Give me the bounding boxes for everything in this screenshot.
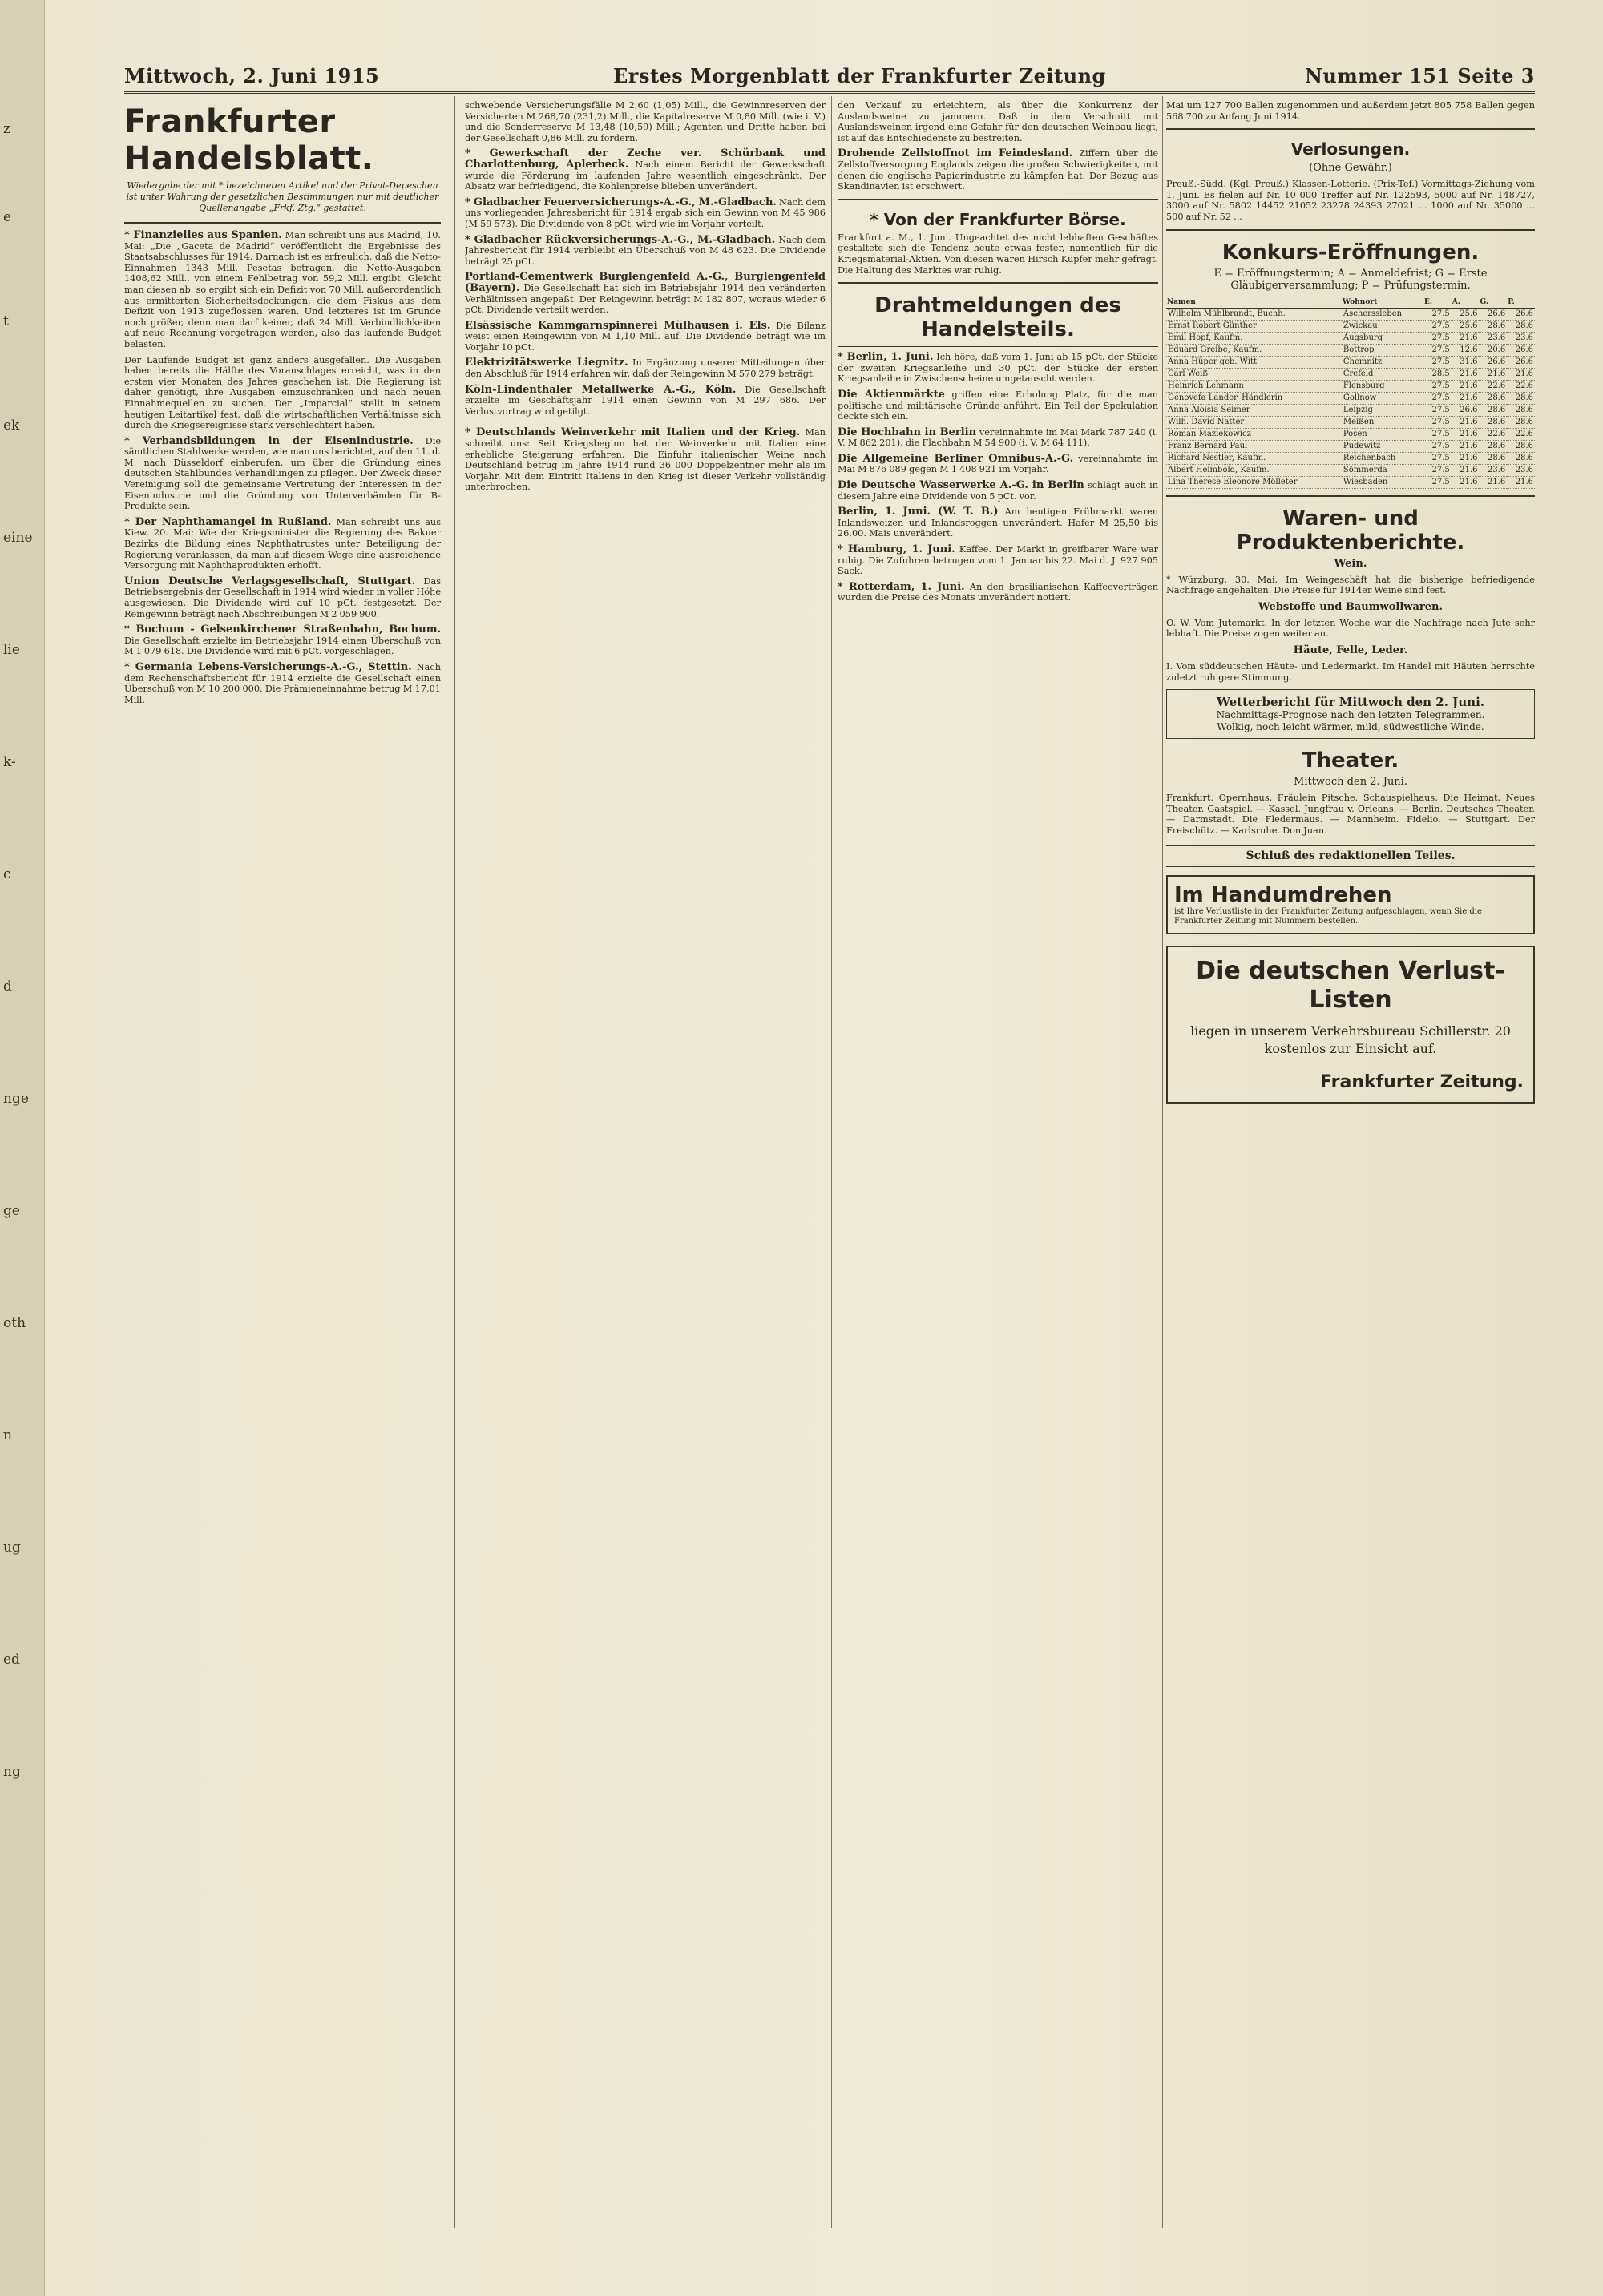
article-body: Am heutigen Frühmarkt waren Inlandsweizen und Inlandsroggen unverändert. Hafer M 25,50 bis 26,00. Mais unverändert. bbox=[838, 506, 1158, 539]
table-cell: 28.6 bbox=[1507, 392, 1535, 404]
gutter-text: nge bbox=[3, 1091, 29, 1107]
article bbox=[465, 100, 826, 143]
article-body: Nach einem Bericht der Gewerkschaft wurde die Förderung im laufenden Jahre wesentlich eingeschränkt. Der Absatz war befriedigend, die Kohlenpreise blieben unverändert. bbox=[465, 159, 826, 192]
table-cell: 28.6 bbox=[1479, 320, 1507, 332]
table-cell: Chemnitz bbox=[1342, 356, 1423, 368]
table-cell: 28.6 bbox=[1507, 320, 1535, 332]
gutter-text: t bbox=[3, 313, 9, 329]
table-header: Wohnort bbox=[1342, 297, 1423, 309]
table-cell: 23.6 bbox=[1479, 464, 1507, 476]
table-cell: Augsburg bbox=[1342, 332, 1423, 344]
article-body: * Würzburg, 30. Mai. Im Weingeschäft hat die bisherige befriedigende Nachfrage angehalten. Die Preise für 1914er Weine sind fest. bbox=[1166, 574, 1535, 596]
article-body: In Ergänzung unserer Mitteilungen über den Abschluß für 1914 erfahren wir, daß der Reingewinn M 570 279 beträgt. bbox=[465, 357, 826, 380]
gutter-text: d bbox=[3, 979, 12, 995]
advertisement bbox=[1166, 875, 1535, 934]
table-cell: Ascherssleben bbox=[1342, 308, 1423, 320]
article-body: Das Betriebsergebnis der Gesellschaft in 1914 wird wieder in voller Höhe ausgewiesen. Die Dividende wird auf 10 pCt. festgesetzt. Der Reingewinn beträgt nach Abschreibungen M 2 059 900. bbox=[124, 575, 441, 619]
table-cell: Emil Hopf, Kaufm. bbox=[1166, 332, 1342, 344]
article bbox=[838, 389, 1158, 422]
column-2 bbox=[465, 100, 826, 2232]
table-cell: 20.6 bbox=[1479, 344, 1507, 356]
divider bbox=[838, 282, 1158, 284]
gutter-text: ug bbox=[3, 1539, 21, 1556]
table-cell: 27.5 bbox=[1423, 428, 1452, 440]
article bbox=[124, 576, 441, 619]
article-body: Kaffee. Der Markt in greifbarer Ware war ruhig. Die Zufuhren betrugen vom 1. Januar bis 22. Mai d. J. 927 905 Sack. bbox=[838, 544, 1158, 577]
section-title-waren: Waren- und Produktenberichte. bbox=[1236, 506, 1465, 555]
article-heading: * Bochum - Gelsenkirchener Straßenbahn, Bochum. bbox=[124, 623, 441, 636]
table-cell: 27.5 bbox=[1423, 416, 1452, 428]
article-body: Die sämtlichen Stahlwerke werden, wie man uns berichtet, auf den 11. d. M. nach Düsseldorf einberufen, um über die Gründung eines deutschen Stahlbundes Verhandlungen zu pflegen. Der Zweck dieser Vereinigung soll die gemeinsame Vertretung der Interessen in der Eisenindustrie und die Gründung von Unterverbänden für B-Produkte sein. bbox=[124, 435, 441, 512]
column-4 bbox=[1166, 100, 1535, 2232]
table-cell: 26.6 bbox=[1452, 404, 1480, 416]
table-cell: Lina Therese Eleonore Mölleter bbox=[1166, 476, 1342, 488]
table-cell: Richard Nestler, Kaufm. bbox=[1166, 452, 1342, 464]
article-body: vereinnahmte im Mai Mark 787 240 (i. V. M 862 201), die Flachbahn M 54 900 (i. V. M 64 111). bbox=[838, 426, 1158, 449]
article-heading: * Gladbacher Feuerversicherungs-A.-G., M.-Gladbach. bbox=[465, 196, 777, 208]
table-cell: 28.6 bbox=[1479, 404, 1507, 416]
article-heading: * Hamburg, 1. Juni. bbox=[838, 543, 955, 556]
table-cell: Sömmerda bbox=[1342, 464, 1423, 476]
article-heading: * Verbandsbildungen in der Eisenindustrie. bbox=[124, 434, 414, 447]
gutter-text: lie bbox=[3, 642, 20, 658]
gutter-text: c bbox=[3, 866, 11, 882]
section-title-drahtmeldungen: Drahtmeldungen des Handelsteils. bbox=[874, 293, 1121, 342]
table-header: G. bbox=[1479, 297, 1507, 309]
header-page-number: Nummer 151 Seite 3 bbox=[1304, 64, 1535, 87]
konkurs-legend: E = Eröffnungstermin; A = Anmeldefrist; G = Erste Gläubigerversammlung; P = Prüfungstermin. bbox=[1213, 267, 1488, 292]
table-cell: 27.5 bbox=[1423, 356, 1452, 368]
section-title-verlosungen: Verlosungen. bbox=[1290, 139, 1411, 159]
table-cell: 21.6 bbox=[1452, 464, 1480, 476]
table-cell: 26.6 bbox=[1479, 308, 1507, 320]
gutter-text: e bbox=[3, 209, 12, 225]
article-heading: Portland-Cementwerk Burglengenfeld A.-G., Burglengenfeld (Bayern). bbox=[465, 271, 826, 294]
article bbox=[838, 506, 1158, 539]
end-of-editorial-note: Schluß des redaktionellen Teiles. bbox=[1166, 845, 1535, 867]
loss-list-title: Die deutschen Verlust-Listen bbox=[1196, 956, 1505, 1014]
ad-headline: Im Handumdrehen bbox=[1174, 882, 1392, 907]
article-body: O. W. Vom Jutemarkt. In der letzten Woche war die Nachfrage nach Jute sehr lebhaft. Die Preise zogen weiter an. bbox=[1166, 617, 1535, 640]
article bbox=[124, 517, 441, 571]
gutter-text: n bbox=[3, 1427, 12, 1443]
table-row bbox=[1166, 404, 1535, 416]
article-body: schwebende Versicherungsfälle M 2,60 (1,05) Mill., die Gewinnreserven der Versicherten M 268,70 (231,2) Mill., die Kapitalreserve M 0,80 Mill. (wie i. V.) und die Sonderreserve M 13,48 (10,59) Mill.; Agenten und Dritte haben bei der Gesellschaft 0,86 Mill. zu fordern. bbox=[465, 100, 826, 143]
article-body: An den brasilianischen Kaffeeverträgen wurden die Preise des Monats unverändert notiert. bbox=[838, 581, 1158, 603]
table-cell: 22.6 bbox=[1507, 380, 1535, 392]
table-row bbox=[1166, 344, 1535, 356]
konkurs-table bbox=[1166, 297, 1535, 489]
article bbox=[838, 480, 1158, 502]
table-row bbox=[1166, 332, 1535, 344]
article bbox=[465, 148, 826, 192]
table-header-row bbox=[1166, 297, 1535, 309]
article-body: vereinnahmte im Mai M 876 089 gegen M 1 408 921 im Vorjahr. bbox=[838, 453, 1158, 475]
article-body: Die Gesellschaft erzielte im Betriebsjahr 1914 einen Überschuß von M 1 079 618. Die Dividende wird mit 6 pCt. vorgeschlagen. bbox=[124, 635, 441, 657]
article-body: I. Vom süddeutschen Häute- und Ledermarkt. Im Handel mit Häuten herrschte zuletzt ruhigere Stimmung. bbox=[1166, 660, 1535, 683]
article-heading: * Finanzielles aus Spanien. bbox=[124, 229, 282, 241]
article-heading: Die Allgemeine Berliner Omnibus-A.-G. bbox=[838, 452, 1074, 465]
theater-listing: Frankfurt. Opernhaus. Fräulein Pitsche. Schauspielhaus. Die Heimat. Neues Theater. Gastspiel. — Kassel. Jungfrau v. Orleans. — Berlin. Deutsches Theater. — Darmstadt. Die Fledermaus. — Mannheim. Fidelio. — Stuttgart. Der Freischütz. — Karlsruhe. Don Juan. bbox=[1166, 793, 1535, 836]
article bbox=[465, 385, 826, 418]
table-cell: 28.6 bbox=[1507, 404, 1535, 416]
article bbox=[465, 235, 826, 268]
article-heading: * Rotterdam, 1. Juni. bbox=[838, 580, 965, 593]
column-divider bbox=[454, 96, 455, 2228]
divider bbox=[124, 222, 441, 224]
left-gutter-fragment bbox=[0, 0, 45, 2296]
article-body: Ziffern über die Zellstoffversorgung Englands zeigen die großen Schwierigkeiten, mit denen die englische Papierindustrie zu kämpfen hat. Der Bezug aus Skandinavien ist erschwert. bbox=[838, 148, 1158, 192]
weather-title: Wetterbericht für Mittwoch den 2. Juni. bbox=[1217, 695, 1484, 710]
divider bbox=[1166, 495, 1535, 497]
table-cell: 28.6 bbox=[1479, 392, 1507, 404]
divider bbox=[1166, 128, 1535, 130]
section-subtitle: (Ohne Gewähr.) bbox=[1309, 162, 1392, 175]
article bbox=[838, 427, 1158, 449]
table-cell: 27.5 bbox=[1423, 344, 1452, 356]
table-cell: Leipzig bbox=[1342, 404, 1423, 416]
table-row bbox=[1166, 392, 1535, 404]
table-cell: 25.6 bbox=[1452, 320, 1480, 332]
article-heading: * Der Naphthamangel in Rußland. bbox=[124, 515, 332, 528]
table-cell: 21.6 bbox=[1452, 392, 1480, 404]
weather-subtitle: Nachmittags-Prognose nach den letzten Telegrammen. bbox=[1216, 709, 1485, 721]
article-heading: Elsässische Kammgarnspinnerei Mülhausen i. Els. bbox=[465, 319, 771, 332]
table-cell: 22.6 bbox=[1507, 428, 1535, 440]
table-cell: 23.6 bbox=[1479, 332, 1507, 344]
article bbox=[465, 427, 826, 493]
article-body: Nach dem uns vorliegenden Jahresbericht für 1914 ergab sich ein Gewinn von M 45 986 (M 59 573). Die Dividende von 8 pCt. wird wie im Vorjahr verteilt. bbox=[465, 196, 826, 229]
article-body: Die Bilanz weist einen Reingewinn von M 1,10 Mill. auf. Die Dividende beträgt wie im Vorjahr 10 pCt. bbox=[465, 320, 826, 353]
table-header: A. bbox=[1452, 297, 1480, 309]
section-title-boerse: * Von der Frankfurter Börse. bbox=[870, 209, 1126, 229]
table-row bbox=[1166, 476, 1535, 488]
article-heading: * Gewerkschaft der Zeche ver. Schürbank und Charlottenburg, Aplerbeck. bbox=[465, 147, 826, 171]
article-heading: * Berlin, 1. Juni. bbox=[838, 351, 934, 364]
table-cell: 26.6 bbox=[1507, 356, 1535, 368]
table-cell: 31.6 bbox=[1452, 356, 1480, 368]
reprint-note: Wiedergabe der mit * bezeichneten Artikel und der Privat-Depeschen ist unter Wahrung der gesetzlichen Bestimmungen nur mit deutlicher Quellenangabe „Frkf. Ztg.“ gestattet. bbox=[126, 180, 439, 213]
divider bbox=[838, 199, 1158, 200]
gutter-text: z bbox=[3, 121, 10, 137]
table-cell: 22.6 bbox=[1479, 380, 1507, 392]
weather-forecast: Wolkig, noch leicht wärmer, mild, südwestliche Winde. bbox=[1217, 721, 1484, 733]
article-body: Die Gesellschaft erzielte im Geschäftsjahr 1914 einen Gewinn von M 297 686. Der Verlustvortrag wird getilgt. bbox=[465, 384, 826, 417]
article bbox=[465, 321, 826, 353]
table-cell: 27.5 bbox=[1423, 452, 1452, 464]
page-header bbox=[124, 64, 1535, 94]
column-divider bbox=[1162, 96, 1163, 2228]
table-cell: 21.6 bbox=[1452, 380, 1480, 392]
article bbox=[465, 197, 826, 230]
table-cell: 28.6 bbox=[1479, 440, 1507, 452]
table-cell: 21.6 bbox=[1452, 440, 1480, 452]
table-cell: 21.6 bbox=[1507, 476, 1535, 488]
article-heading: Elektrizitätswerke Liegnitz. bbox=[465, 357, 628, 369]
column-3 bbox=[838, 100, 1158, 2232]
gutter-text: eine bbox=[3, 530, 33, 546]
table-row bbox=[1166, 440, 1535, 452]
article-body: Die Gesellschaft hat sich im Betriebsjahr 1914 den veränderten Verhältnissen angepaßt. Der Reingewinn beträgt M 182 807, woraus wieder 6 pCt. Dividende verteilt werden. bbox=[465, 282, 826, 316]
article-body: Ich höre, daß vom 1. Juni ab 15 pCt. der Stücke der zweiten Kriegsanleihe und 30 pCt. der Stücke der ersten Kriegsanleihe in Zwischenscheine umgetauscht werden. bbox=[838, 352, 1158, 385]
table-cell: 28.6 bbox=[1507, 440, 1535, 452]
article-heading: Berlin, 1. Juni. (W. T. B.) bbox=[838, 506, 999, 519]
article bbox=[124, 662, 441, 705]
table-cell: 21.6 bbox=[1452, 416, 1480, 428]
table-cell: Franz Bernard Paul bbox=[1166, 440, 1342, 452]
table-cell: 27.5 bbox=[1423, 380, 1452, 392]
article-body: Nach dem Jahresbericht für 1914 verbleibt ein Überschuß von M 48 623. Die Dividende beträgt 25 pCt. bbox=[465, 234, 826, 267]
gutter-text: ek bbox=[3, 418, 20, 434]
table-cell: 23.6 bbox=[1507, 332, 1535, 344]
table-cell: 23.6 bbox=[1507, 464, 1535, 476]
article bbox=[838, 232, 1158, 276]
table-cell: 28.6 bbox=[1507, 452, 1535, 464]
article-heading: Drohende Zellstoffnot im Feindesland. bbox=[838, 147, 1073, 160]
table-cell: 28.6 bbox=[1479, 452, 1507, 464]
article-heading: Die Hochbahn in Berlin bbox=[838, 426, 977, 438]
table-cell: 27.5 bbox=[1423, 464, 1452, 476]
table-cell: Crefeld bbox=[1342, 368, 1423, 380]
article bbox=[124, 436, 441, 512]
article-body: schlägt auch in diesem Jahre eine Dividende von 5 pCt. vor. bbox=[838, 480, 1158, 502]
table-cell: 26.6 bbox=[1507, 344, 1535, 356]
table-cell: Gollnow bbox=[1342, 392, 1423, 404]
table-row bbox=[1166, 428, 1535, 440]
weather-report bbox=[1166, 689, 1535, 739]
article-heading: Union Deutsche Verlagsgesellschaft, Stuttgart. bbox=[124, 575, 416, 587]
article-heading: * Gladbacher Rückversicherungs-A.-G., M.-Gladbach. bbox=[465, 233, 776, 246]
article bbox=[838, 352, 1158, 385]
article bbox=[124, 230, 441, 350]
loss-list-notice bbox=[1166, 946, 1535, 1104]
article bbox=[124, 355, 441, 431]
section-title-konkurs: Konkurs-Eröffnungen. bbox=[1221, 240, 1480, 264]
section-subtitle: Mittwoch den 2. Juni. bbox=[1294, 776, 1407, 789]
table-cell: Anna Aloisia Seimer bbox=[1166, 404, 1342, 416]
section-title-theater: Theater. bbox=[1302, 749, 1399, 773]
table-cell: Wilh. David Natter bbox=[1166, 416, 1342, 428]
article bbox=[838, 148, 1158, 192]
table-cell: 26.6 bbox=[1507, 308, 1535, 320]
header-paper-title: Erstes Morgenblatt der Frankfurter Zeitung bbox=[613, 64, 1106, 87]
loss-list-text: liegen in unserem Verkehrsbureau Schillerstr. 20 kostenlos zur Einsicht auf. bbox=[1190, 1023, 1511, 1056]
table-cell: Meißen bbox=[1342, 416, 1423, 428]
table-cell: Heinrich Lehmann bbox=[1166, 380, 1342, 392]
article bbox=[465, 272, 826, 315]
article-heading: Die Deutsche Wasserwerke A.-G. in Berlin bbox=[838, 479, 1084, 492]
table-cell: Reichenbach bbox=[1342, 452, 1423, 464]
table-cell: Pudewitz bbox=[1342, 440, 1423, 452]
table-cell: 28.5 bbox=[1423, 368, 1452, 380]
article-body: Frankfurt a. M., 1. Juni. Ungeachtet des nicht lebhaften Geschäftes gestaltete sich die Tendenz heute etwas fester, namentlich für die Kriegsmaterial-Aktien. Von diesen waren Hirsch Kupfer mehr gefragt. Die Haltung des Marktes war ruhig. bbox=[838, 232, 1158, 276]
article-heading: * Germania Lebens-Versicherungs-A.-G., Stettin. bbox=[124, 660, 412, 673]
table-row bbox=[1166, 320, 1535, 332]
article-body: Nach dem Rechenschaftsbericht für 1914 erzielte die Gesellschaft einen Überschuß von M 10 200 000. Die Prämieneinnahme betrug M 17,01 Mill. bbox=[124, 661, 441, 705]
table-row bbox=[1166, 356, 1535, 368]
table-row bbox=[1166, 380, 1535, 392]
table-cell: 21.6 bbox=[1452, 368, 1480, 380]
table-cell: 21.6 bbox=[1507, 368, 1535, 380]
table-cell: Wiesbaden bbox=[1342, 476, 1423, 488]
table-cell: Albert Heimbold, Kaufm. bbox=[1166, 464, 1342, 476]
table-cell: 21.6 bbox=[1452, 332, 1480, 344]
gutter-text: ed bbox=[3, 1652, 20, 1668]
article-body: Man schreibt uns aus Madrid, 10. Mai: „Die „Gaceta de Madrid“ veröffentlicht die Ergebnisse des Staatsabschlusses für 1914. Darnach ist es erfreulich, daß die Netto-Einnahmen 1343 Mill. Pesetas betragen, die Netto-Ausgaben 1408,62 Mill., von einem Fehlbetrag von 59,2 Mill. ergibt. Gleicht man diesen ab, so ergibt sich ein Defizit von 70 Mill. außerordentlich aus ermitterten Sicherheitsdeckungen, die dem Fiskus aus dem Defizit von 1913 zugeflossen waren. Und letzteres ist im Grunde noch größer, denn man darf keiner, daß 24 Mill. Verbindlichkeiten auf neue Rechnung vorgetragen werden, also das laufende Budget belasten. bbox=[124, 230, 441, 349]
table-cell: Carl Weiß bbox=[1166, 368, 1342, 380]
table-cell: 27.5 bbox=[1423, 404, 1452, 416]
article-body: den Verkauf zu erleichtern, als über die Konkurrenz der Auslandsweine zu jammern. Daß in dem Verschnitt mit Auslandsweinen irgend eine Gefahr für den deutschen Weinbau liegt, ist auf das Entschiedenste zu bestreiten. bbox=[838, 100, 1158, 143]
table-row bbox=[1166, 464, 1535, 476]
gutter-text: ng bbox=[3, 1764, 21, 1780]
article bbox=[838, 100, 1158, 143]
gutter-text: oth bbox=[3, 1315, 26, 1331]
table-row bbox=[1166, 368, 1535, 380]
table-cell: 27.5 bbox=[1423, 320, 1452, 332]
article bbox=[124, 624, 441, 657]
article: Mai um 127 700 Ballen zugenommen und außerdem jetzt 805 758 Ballen gegen 568 700 zu Anfang Juni 1914. bbox=[1166, 100, 1535, 122]
table-cell: 27.5 bbox=[1423, 476, 1452, 488]
table-cell: 27.5 bbox=[1423, 440, 1452, 452]
table-cell: 21.6 bbox=[1479, 476, 1507, 488]
divider bbox=[838, 346, 1158, 347]
table-cell: 27.5 bbox=[1423, 392, 1452, 404]
subsection-heading: Häute, Felle, Leder. bbox=[1293, 644, 1408, 656]
table-cell: 21.6 bbox=[1452, 452, 1480, 464]
article-heading: Die Aktienmärkte bbox=[838, 388, 945, 401]
table-cell: 22.6 bbox=[1479, 428, 1507, 440]
konkurs-table-body bbox=[1166, 308, 1535, 488]
table-cell: Genovefa Lander, Händlerin bbox=[1166, 392, 1342, 404]
table-cell: 27.5 bbox=[1423, 332, 1452, 344]
section-masthead: Frankfurter Handelsblatt. bbox=[124, 103, 374, 177]
article-body: Der Laufende Budget ist ganz anders ausgefallen. Die Ausgaben haben bereits die Hälfte des Voranschlages erreicht, was in den ersten vier Monaten des Jahres geschehen ist. Die Regierung ist daher genötigt, ihre Ausgaben einzuschränken und nach neuen Einnahmequellen zu suchen. Der „Imparcial“ stellt in seinem heutigen Leitartikel fest, daß die wirtschaftlichen Verhältnisse sich durch die Kriegsereignisse stark verschlechtert haben. bbox=[124, 354, 441, 431]
table-cell: Flensburg bbox=[1342, 380, 1423, 392]
article-heading: * Deutschlands Weinverkehr mit Italien und der Krieg. bbox=[465, 426, 801, 439]
article-body: Man schreibt uns aus Kiew, 20. Mai: Wie der Kriegsminister die Regierung des Bakuer Bezirks die Bildung eines Naphthatrustes unter Beteiligung der Regierung veranlassen, da man auf diesem Wege eine ausreichende Versorgung mit Naphthaprodukten erhofft. bbox=[124, 516, 441, 571]
article bbox=[838, 454, 1158, 475]
loss-list-signature: Frankfurter Zeitung. bbox=[1320, 1071, 1524, 1092]
table-cell: Zwickau bbox=[1342, 320, 1423, 332]
gutter-text: ge bbox=[3, 1203, 20, 1219]
table-cell: 26.6 bbox=[1479, 356, 1507, 368]
table-cell: 27.5 bbox=[1423, 308, 1452, 320]
table-cell: 28.6 bbox=[1507, 416, 1535, 428]
article bbox=[838, 582, 1158, 603]
gutter-text: k- bbox=[3, 754, 16, 770]
table-cell: 28.6 bbox=[1479, 416, 1507, 428]
article bbox=[465, 357, 826, 379]
ad-text: ist Ihre Verlustliste in der Frankfurter Zeitung aufgeschlagen, wenn Sie die Frankfurter Zeitung mit Nummern bestellen. bbox=[1174, 906, 1482, 926]
column-1 bbox=[124, 100, 441, 2232]
divider bbox=[1166, 229, 1535, 231]
table-header: E. bbox=[1423, 297, 1452, 309]
table-cell: Eduard Greibe, Kaufm. bbox=[1166, 344, 1342, 356]
article-body: griffen eine Erholung Platz, für die man politische und militärische Gründe anführt. Ein Teil der Spekulation deckte sich ein. bbox=[838, 389, 1158, 422]
table-cell: Ernst Robert Günther bbox=[1166, 320, 1342, 332]
article-heading: Köln-Lindenthaler Metallwerke A.-G., Köln. bbox=[465, 383, 737, 396]
article bbox=[838, 544, 1158, 577]
lottery-list: Preuß.-Südd. (Kgl. Preuß.) Klassen-Lotterie. (Prix-Tef.) Vormittags-Ziehung vom 1. Juni. Es fielen auf Nr. 10 000 Treffer auf Nr. 122593, 5000 auf Nr. 148727, 3000 auf Nr. 5802 14452 21052 23278 24393 27021 ... 1000 auf Nr. 35000 ... 500 auf Nr. 52 ... bbox=[1166, 179, 1535, 222]
table-cell: Anna Hüper geb. Witt bbox=[1166, 356, 1342, 368]
table-cell: 21.6 bbox=[1452, 428, 1480, 440]
table-cell: Bottrop bbox=[1342, 344, 1423, 356]
subsection-heading: Wein. bbox=[1334, 557, 1367, 570]
table-cell: Wilhelm Mühlbrandt, Buchh. bbox=[1166, 308, 1342, 320]
table-row bbox=[1166, 452, 1535, 464]
table-header: P. bbox=[1507, 297, 1535, 309]
table-row bbox=[1166, 308, 1535, 320]
table-cell: Posen bbox=[1342, 428, 1423, 440]
subsection-heading: Webstoffe und Baumwollwaren. bbox=[1258, 600, 1443, 613]
table-cell: 21.6 bbox=[1479, 368, 1507, 380]
column-divider bbox=[831, 96, 832, 2228]
header-date: Mittwoch, 2. Juni 1915 bbox=[124, 64, 380, 87]
table-cell: 21.6 bbox=[1452, 476, 1480, 488]
table-cell: Roman Maziekowicz bbox=[1166, 428, 1342, 440]
table-header: Namen bbox=[1166, 297, 1342, 309]
table-cell: 12.6 bbox=[1452, 344, 1480, 356]
table-row bbox=[1166, 416, 1535, 428]
article-body: Man schreibt uns: Seit Kriegsbeginn hat der Weinverkehr mit Italien eine erhebliche Steigerung erfahren. Die Einfuhr italienischer Weine nach Deutschland betrug im Jahre 1914 rund 36 000 Doppelzentner mehr als im Vorjahr. Mit dem Eintritt Italiens in den Krieg ist dieser Verkehr vollständig unterbrochen. bbox=[465, 427, 826, 493]
table-cell: 25.6 bbox=[1452, 308, 1480, 320]
